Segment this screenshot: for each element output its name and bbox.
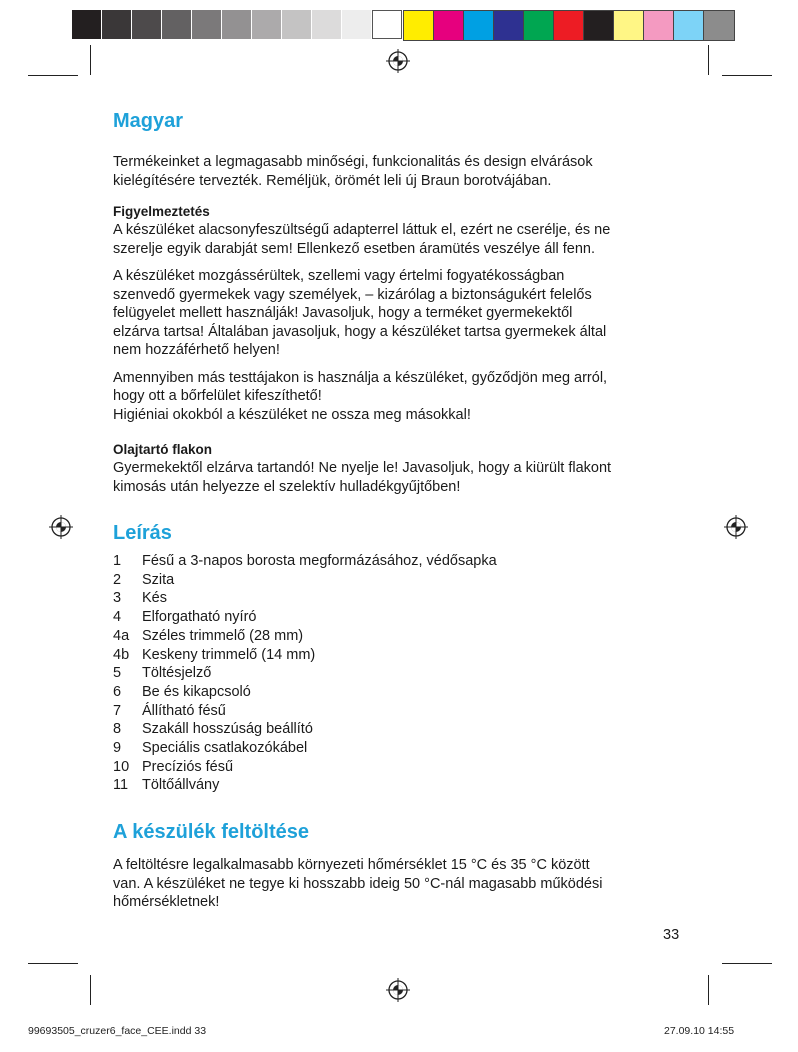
list-item-text: Precíziós fésű	[142, 758, 234, 775]
color-swatch	[464, 11, 494, 40]
oil-line: Gyermekektől elzárva tartandó! Ne nyelje le! Javasoljuk, hogy a kiürült flakont	[113, 460, 612, 476]
color-swatch	[704, 11, 734, 40]
color-swatch	[584, 11, 614, 40]
gray-swatch	[372, 10, 402, 39]
list-item	[113, 720, 693, 739]
list-item	[113, 664, 693, 683]
crop-mark	[708, 975, 709, 1005]
gray-swatch	[312, 10, 342, 39]
warning-heading: Figyelmeztetés	[113, 204, 210, 219]
list-item-text: Szakáll hosszúság beállító	[142, 721, 313, 738]
list-item-text: Speciális csatlakozókábel	[142, 740, 308, 757]
list-item	[113, 627, 693, 646]
list-item	[113, 739, 693, 758]
list-item-text: Fésű a 3-napos borosta megformázásához, védősapka	[142, 553, 497, 569]
warning-line: Higiéniai okokból a készüléket ne ossza meg másokkal!	[113, 406, 471, 423]
list-item	[113, 758, 693, 777]
warning-line: A készüléket alacsonyfeszültségű adapterrel láttuk el, ezért ne cserélje, és ne	[113, 222, 611, 238]
crop-mark	[90, 45, 91, 75]
crop-mark	[722, 963, 772, 964]
warning-line: A készüléket mozgássérültek, szellemi vagy értelmi fogyatékosságban	[113, 268, 565, 284]
list-item	[113, 608, 693, 627]
color-swatch	[404, 11, 434, 40]
oil-heading: Olajtartó flakon	[113, 442, 213, 457]
gray-swatch	[132, 10, 162, 39]
warning-line: szerelje egyik darabját sem! Ellenkező esetben áramütés veszélye áll fenn.	[113, 240, 595, 257]
section-title-charging: A készülék feltöltése	[113, 821, 310, 844]
warning-line: Amennyiben más testtájakon is használja a készüléket, győződjön meg arról,	[113, 369, 608, 386]
list-item-text: Be és kikapcsoló	[142, 683, 251, 700]
slug-date-info: 27.09.10 14:55	[664, 1025, 735, 1037]
color-swatch	[524, 11, 554, 40]
list-item-number: 9	[113, 740, 122, 757]
list-item-number: 6	[113, 683, 122, 700]
section-title-description: Leírás	[113, 522, 172, 544]
slug-file-info: 99693505_cruzer6_face_CEE.indd 33	[28, 1025, 207, 1037]
warning-line: nem hozzáférhető helyen!	[113, 342, 280, 358]
crop-mark	[90, 975, 91, 1005]
warning-paragraph-1	[113, 221, 693, 258]
list-item-number: 8	[113, 721, 122, 738]
intro-line: Termékeinket a legmagasabb minőségi, funkcionalitás és design elvárások	[113, 154, 593, 170]
gray-swatch	[222, 10, 252, 39]
page-content	[113, 108, 693, 912]
oil-paragraph	[113, 459, 693, 496]
list-item	[113, 589, 693, 608]
list-item-text: Szita	[142, 571, 175, 588]
section-title-magyar: Magyar	[113, 110, 184, 132]
registration-mark-icon	[386, 978, 410, 1002]
warning-line: szenvedő gyermekek vagy személyek, – kizárólag a biztonságukért felelős	[113, 286, 592, 303]
list-item-text: Töltőállvány	[142, 777, 220, 794]
gray-swatch	[252, 10, 282, 39]
page-number: 33	[663, 927, 680, 943]
parts-list	[113, 552, 693, 795]
list-item-text: Elforgatható nyíró	[142, 609, 257, 626]
grayscale-color-bar	[72, 10, 402, 39]
charging-paragraph	[113, 856, 693, 912]
list-item-text: Keskeny trimmelő (14 mm)	[142, 646, 316, 663]
list-item-number: 4b	[113, 646, 130, 663]
intro-line: kielégítésére tervezték. Reméljük, örömét leli új Braun borotvájában.	[113, 172, 552, 189]
list-item-number: 11	[113, 777, 129, 794]
charging-line: van. A készüléket ne tegye ki hosszabb ideig 50 °C-nál magasabb működési	[113, 875, 603, 892]
list-item	[113, 683, 693, 702]
crop-mark	[708, 45, 709, 75]
gray-swatch	[342, 10, 372, 39]
color-swatch	[614, 11, 644, 40]
list-item-number: 4	[113, 609, 122, 626]
crop-mark	[28, 963, 78, 964]
list-item-number: 5	[113, 665, 122, 682]
color-swatch	[644, 11, 674, 40]
list-item-number: 1	[113, 553, 122, 569]
warning-line: felügyelet mellett használják! Javasoljuk, hogy a terméket gyermekektől	[113, 305, 573, 321]
warning-paragraph-2	[113, 267, 693, 360]
registration-mark-icon	[724, 515, 748, 539]
oil-line: kimosás után helyezze el szelektív hulladékgyűjtőben!	[113, 478, 461, 495]
list-item-number: 4a	[113, 627, 130, 644]
list-item	[113, 646, 693, 665]
list-item	[113, 552, 693, 571]
color-swatch	[554, 11, 584, 40]
list-item	[113, 776, 693, 795]
registration-mark-icon	[386, 49, 410, 73]
list-item-text: Állítható fésű	[142, 702, 226, 719]
color-swatch	[674, 11, 704, 40]
gray-swatch	[162, 10, 192, 39]
list-item	[113, 571, 693, 590]
list-item-text: Töltésjelző	[142, 665, 212, 682]
crop-mark	[722, 75, 772, 76]
color-swatch	[494, 11, 524, 40]
intro-paragraph	[113, 153, 693, 190]
list-item-text: Széles trimmelő (28 mm)	[142, 627, 304, 644]
gray-swatch	[282, 10, 312, 39]
list-item	[113, 702, 693, 721]
process-color-bar	[403, 10, 735, 41]
gray-swatch	[102, 10, 132, 39]
list-item-text: Kés	[142, 590, 167, 607]
warning-line: elzárva tartsa! Általában javasoljuk, hogy a készüléket tartsa gyermekek által	[113, 323, 607, 340]
crop-mark	[28, 75, 78, 76]
registration-mark-icon	[49, 515, 73, 539]
color-swatch	[434, 11, 464, 40]
gray-swatch	[72, 10, 102, 39]
warning-line: hogy ott a bőrfelület kifeszíthető!	[113, 388, 322, 404]
list-item-number: 10	[113, 758, 130, 775]
warning-paragraph-3	[113, 369, 693, 425]
list-item-number: 3	[113, 590, 122, 607]
list-item-number: 7	[113, 702, 122, 719]
gray-swatch	[192, 10, 222, 39]
charging-line: A feltöltésre legalkalmasabb környezeti hőmérséklet 15 °C és 35 °C között	[113, 857, 590, 874]
charging-line: hőmérsékletnek!	[113, 894, 220, 911]
list-item-number: 2	[113, 571, 122, 588]
